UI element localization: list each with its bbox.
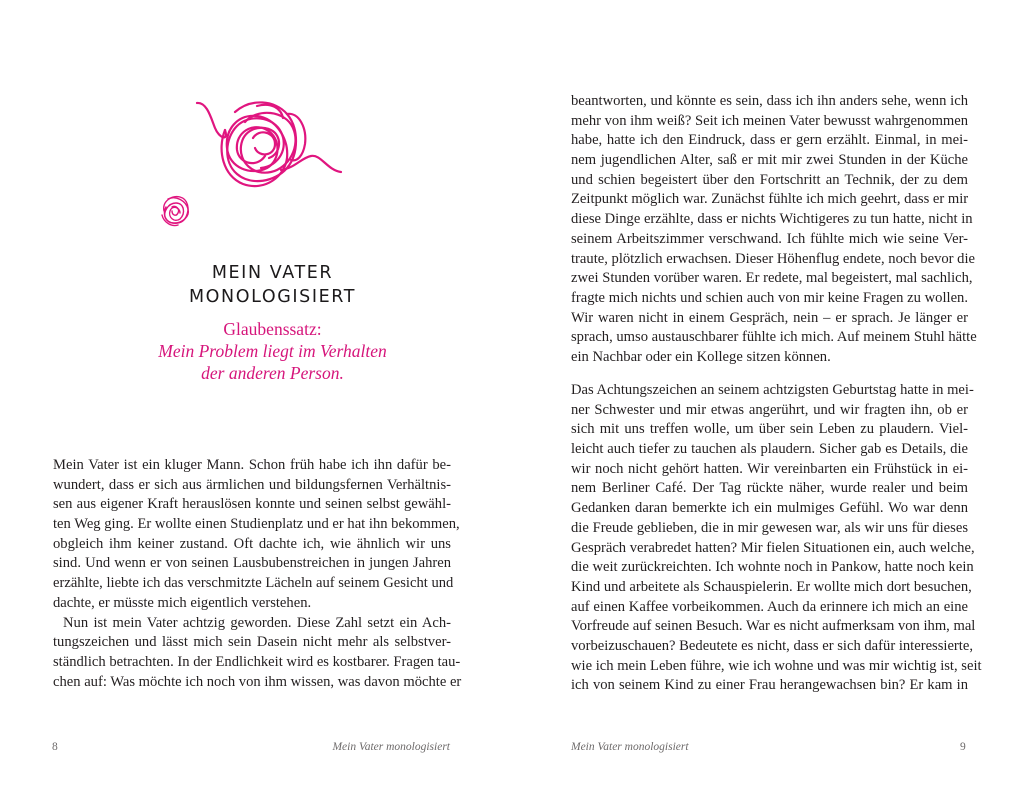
text-line: sich mit uns treffen wolle, um über sein Leben zu plaudern. Viel- bbox=[571, 421, 968, 438]
text-line: Mein Vater ist ein kluger Mann. Schon früh habe ich ihn dafür be- bbox=[53, 457, 451, 473]
chapter-title-line2: MONOLOGISIERT bbox=[188, 287, 357, 307]
text-line: traute, plötzlich erwachsen. Dieser Höhenflug endete, noch bevor die bbox=[571, 250, 976, 267]
text-line: dachte, er müsste mich eigentlich verstehen. bbox=[53, 594, 312, 611]
page-number-left: 8 bbox=[52, 741, 58, 753]
chapter-title-line1: MEIN VATER bbox=[211, 263, 334, 283]
text-line: Gedanken daran bemerkte ich ein mulmiges Gefühl. Wo war denn bbox=[571, 500, 968, 517]
text-line: chen auf: Was möchte ich noch von ihm wissen, was davon möchte er bbox=[53, 673, 462, 690]
scribble-small-icon bbox=[158, 193, 192, 227]
text-line: die weit zurückreichten. Ich wohnte noch in Pankow, hatte noch kein bbox=[571, 559, 974, 576]
text-line: ständlich betrachten. In der Endlichkeit wird es kostbarer. Fragen tau- bbox=[53, 653, 461, 670]
text-line: wir noch nicht gehört hatten. Wir vereinbarten ein Frühstück in ei- bbox=[571, 460, 968, 477]
belief-text-line1: Mein Problem liegt im Verhalten bbox=[158, 341, 387, 361]
text-line: vorbeizuschauen? Bedeutete es nicht, dass er sich dafür interessierte, bbox=[571, 637, 973, 654]
text-line: sind. Und wenn er von seinen Lausbubenstreichen in jungen Jahren bbox=[53, 555, 451, 572]
text-line: nem jugendlichen Alter, saß er mit mir zwei Stunden in der Küche bbox=[571, 152, 968, 169]
text-line: Nun ist mein Vater achtzig geworden. Diese Zahl setzt ein Ach- bbox=[63, 614, 451, 631]
text-line: obgleich ihm keiner zustand. Oft dachte ich, wie ähnlich wir uns bbox=[53, 535, 451, 552]
text-line: sprach, umso austauschbarer fühlte ich mich. Auf meinem Stuhl hätte bbox=[571, 329, 977, 346]
text-line: mehr von ihm weiß? Seit ich meinen Vater bewusst wahrgenommen bbox=[571, 112, 969, 129]
text-line: Kind und arbeitete als Schauspielerin. Er wollte mich dort besuchen, bbox=[571, 578, 972, 595]
belief-label: Glaubenssatz: bbox=[223, 319, 322, 339]
left-body-text bbox=[53, 456, 462, 692]
chapter-title bbox=[120, 261, 425, 309]
text-line: ten Weg ging. Er wollte einen Studienplatz und er hat ihn bekommen, bbox=[53, 516, 460, 533]
text-line: ner Schwester und mir etwas angerührt, und wir fragten ihn, ob er bbox=[571, 401, 968, 418]
scribble-large-icon bbox=[195, 98, 343, 190]
text-line: erzählte, liebte ich das verschmitzte Lächeln auf seinem Gesicht und bbox=[53, 575, 454, 592]
text-line: auf einen Kaffee vorbeikommen. Auch da erinnere ich mich an eine bbox=[571, 598, 968, 615]
text-line: Gespräch verabredet hatten? Mir fielen Situationen ein, auch welche, bbox=[571, 539, 975, 556]
belief-statement bbox=[110, 318, 435, 384]
text-line: wie ich mein Leben führe, wie ich wohne und was mir wichtig ist, seit bbox=[571, 657, 982, 674]
text-line: Vorfreude auf seinen Besuch. War es nicht aufmerksam von ihm, mal bbox=[571, 618, 976, 635]
text-line: beantworten, und könnte es sein, dass ich ihn anders sehe, wenn ich bbox=[571, 93, 968, 109]
belief-text-line2: der anderen Person. bbox=[201, 363, 344, 383]
page-number-right: 9 bbox=[960, 741, 966, 753]
right-body-paragraph-2 bbox=[571, 381, 982, 696]
right-body-paragraph-1 bbox=[571, 92, 977, 368]
text-line: fragte mich nichts und schien auch von mir keine Fragen zu wollen. bbox=[571, 289, 968, 306]
text-line: wundert, dass er sich aus ärmlichen und bildungsfernen Verhältnis- bbox=[53, 476, 451, 493]
text-line: sen aus eigener Kraft herauslösen konnte und seinen selbst gewähl- bbox=[53, 496, 451, 513]
text-line: seinem Arbeitszimmer verschwand. Ich fühlte mich wie seine Ver- bbox=[571, 230, 968, 247]
text-line: ich von seinem Kind zu einer Frau herangewachsen bin? Er kam in bbox=[571, 677, 968, 694]
text-line: zwei Stunden vorüber waren. Er redete, mal begeistert, mal sachlich, bbox=[571, 270, 973, 287]
text-line: Wir waren nicht in einem Gespräch, nein – er sprach. Je länger er bbox=[571, 309, 968, 326]
text-line: tungszeichen und lässt mich sein Dasein nicht mehr als selbstver- bbox=[53, 634, 451, 651]
text-line: leicht auch tiefer zu tauchen als plaudern. Sicher gab es Details, die bbox=[571, 441, 968, 458]
text-line: habe, hatte ich den Eindruck, dass er gern erzählt. Einmal, in mei- bbox=[571, 132, 968, 149]
running-head-right: Mein Vater monologisiert bbox=[571, 741, 689, 753]
text-line: und schien begeistert über den Fortschritt an Technik, der zu dem bbox=[571, 171, 968, 188]
text-line: die Freude geblieben, die in mir gewesen war, als wir uns für dieses bbox=[571, 519, 968, 536]
text-line: nem Berliner Café. Der Tag rückte näher, wurde realer und beim bbox=[571, 480, 968, 497]
text-line: Zeitpunkt möglich war. Zunächst fühlte ich mich geehrt, dass er mir bbox=[571, 191, 969, 208]
text-line: diese Dinge erzählte, dass er nichts Wichtigeres zu tun hatte, nicht in bbox=[571, 211, 973, 228]
text-line: Das Achtungszeichen an seinem achtzigsten Geburtstag hatte in mei- bbox=[571, 382, 974, 398]
text-line: ein Nachbar oder ein Kollege sitzen können. bbox=[571, 348, 831, 365]
running-head-left: Mein Vater monologisiert bbox=[332, 741, 450, 753]
